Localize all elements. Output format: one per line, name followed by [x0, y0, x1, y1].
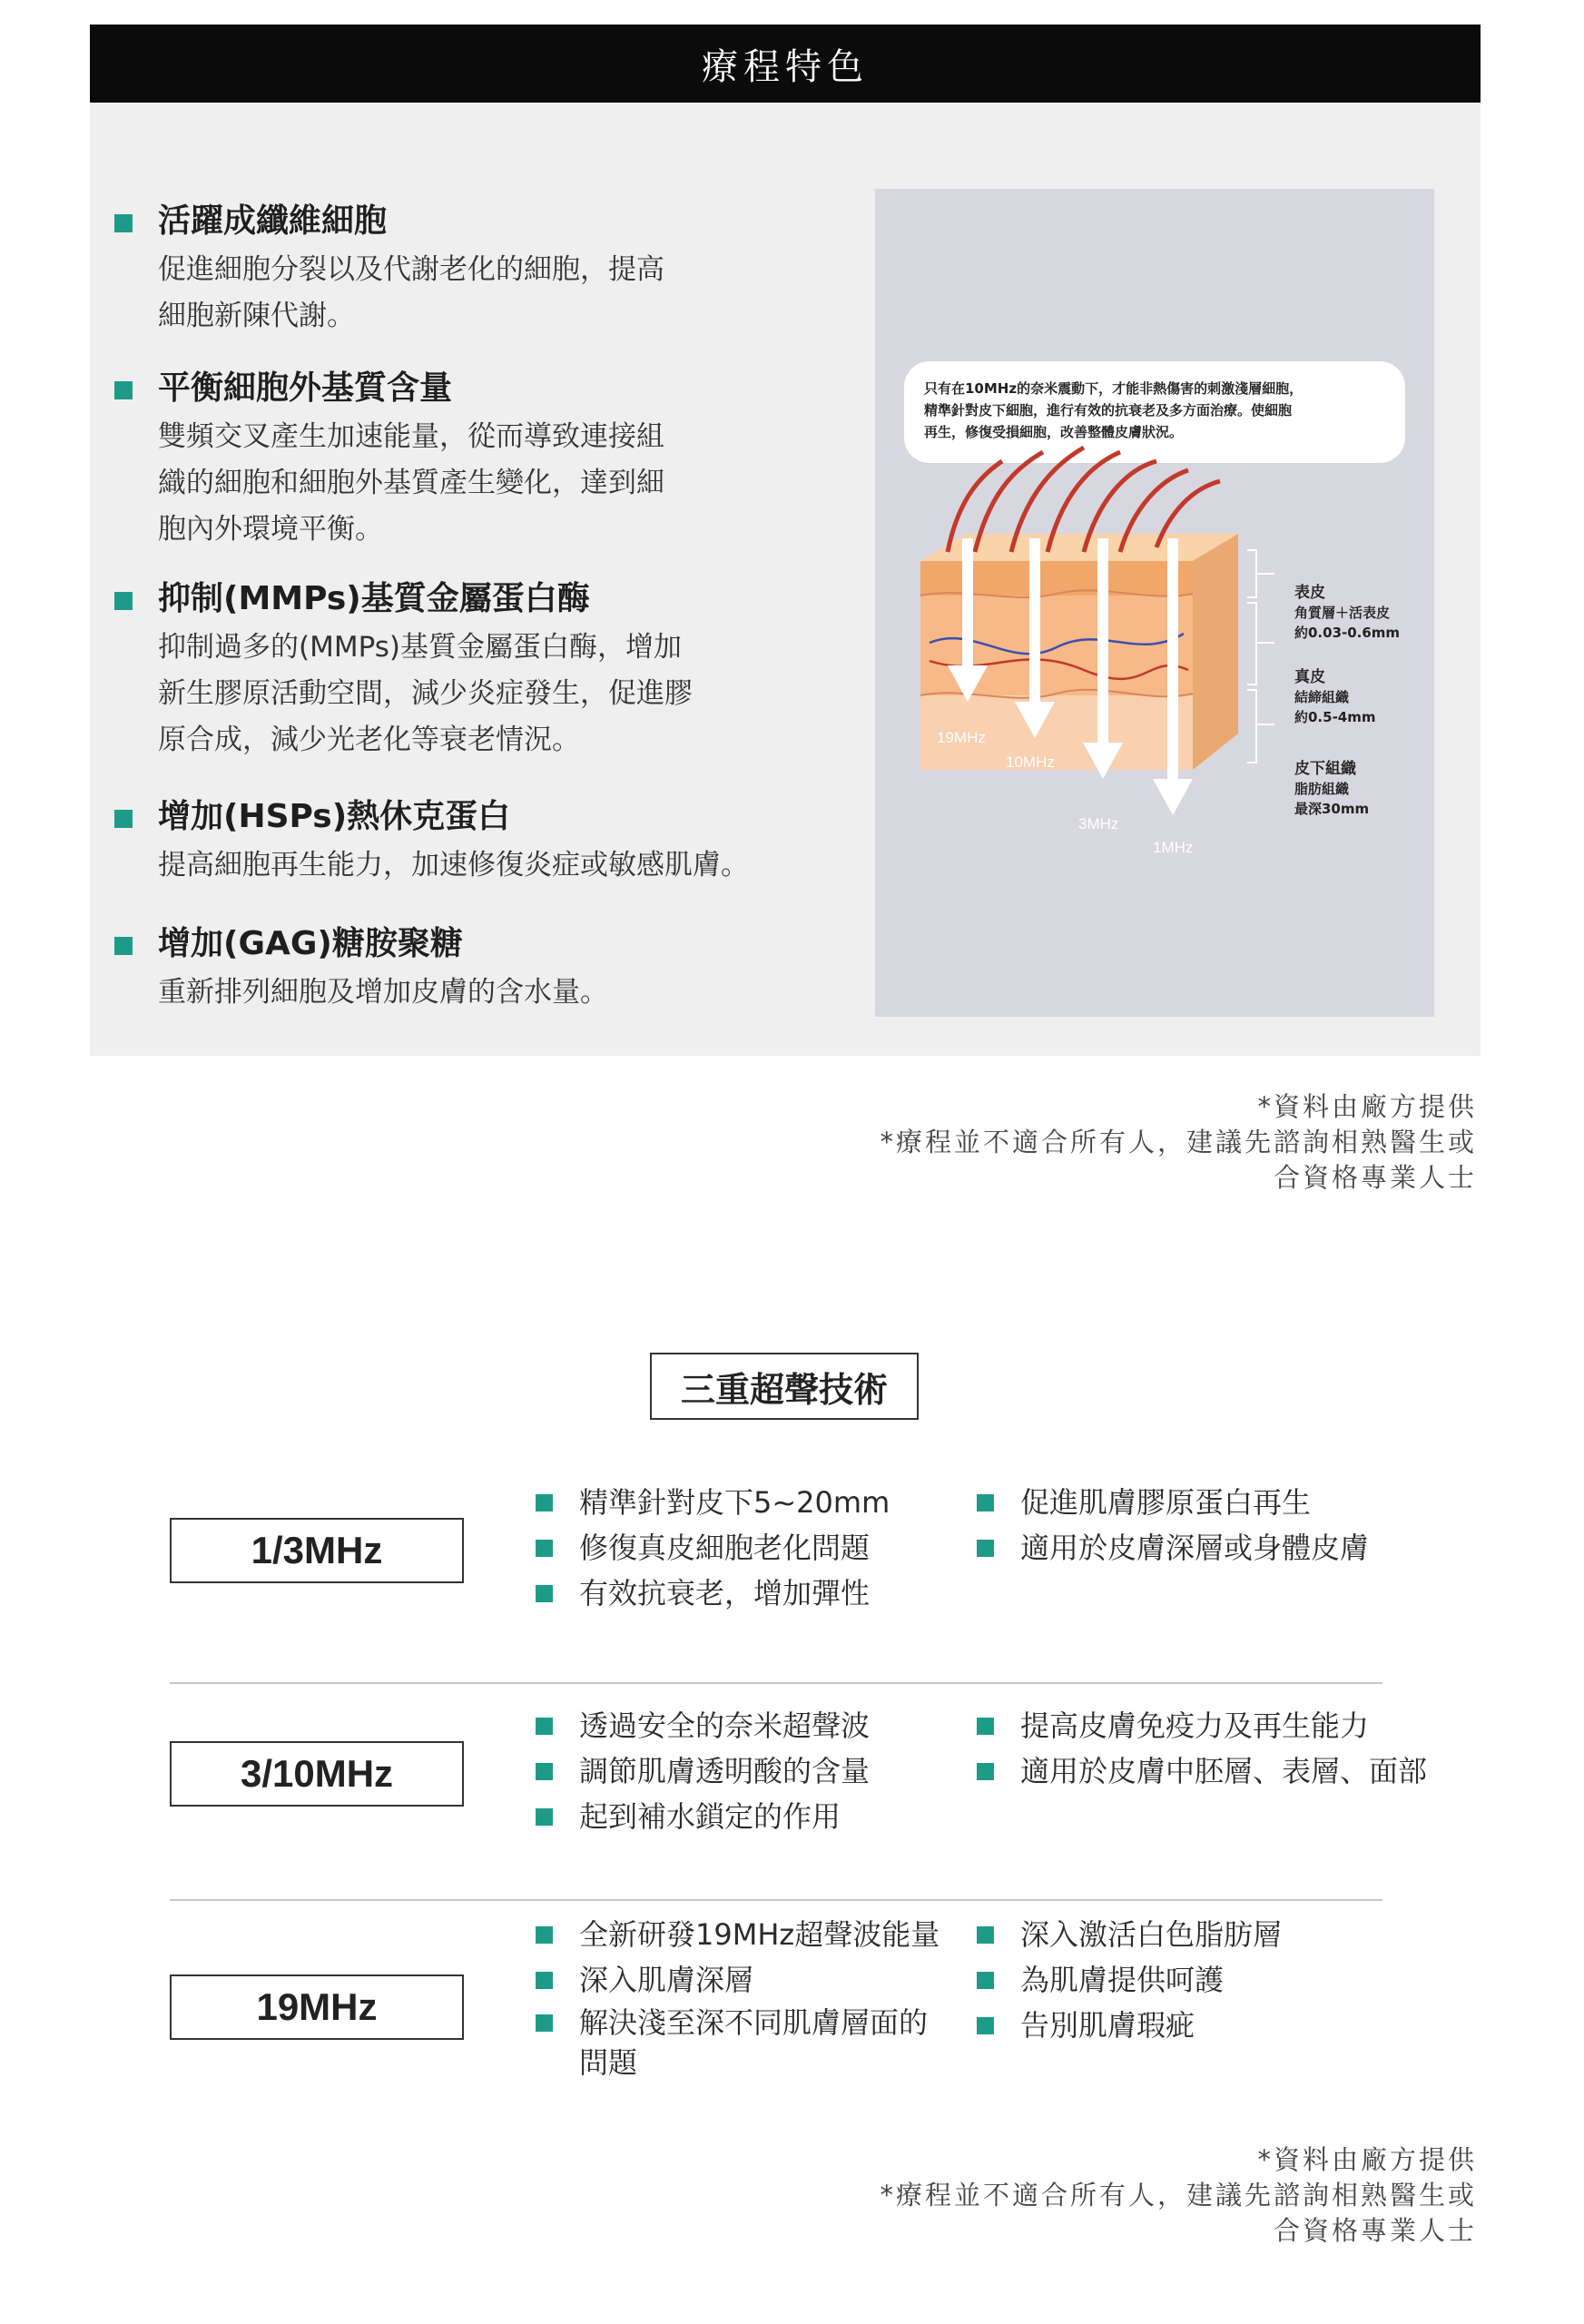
bullet-square-icon — [536, 1540, 553, 1557]
bullet-square-icon — [114, 810, 133, 828]
section-title: 療程特色 — [702, 45, 869, 88]
feature-title: 增加(HSPs)熱休克蛋白 — [158, 798, 511, 835]
bullet-square-icon — [536, 1494, 553, 1512]
list-item: 全新研發19MHz超聲波能量 — [536, 1912, 953, 1957]
feature-title: 抑制(MMPs)基質金屬蛋白酶 — [158, 580, 590, 617]
feature-description: 雙頻交叉產生加速能量，從而導致連接組 織的細胞和細胞外基質產生變化，達到細 胞內外環境平衡。 — [158, 420, 664, 546]
skin-layer-diagram — [875, 189, 1434, 1017]
freq-label: 3MHz — [1078, 815, 1119, 832]
list-item: 深入肌膚深層 — [536, 1957, 953, 2003]
list-item: 告別肌膚瑕疵 — [977, 2003, 1403, 2048]
freq-badge: 19MHz — [170, 1974, 464, 2040]
disclaimer-note: *資料由廠方提供 *療程並不適合所有人，建議先諮詢相熟醫生或 合資格專業人士 — [880, 2144, 1477, 2246]
bullet-square-icon — [114, 592, 133, 610]
freq-label: 10MHz — [1006, 753, 1055, 771]
feature-title: 增加(GAG)糖胺聚糖 — [158, 925, 463, 962]
bullet-square-icon — [536, 2014, 553, 2032]
section-header — [90, 25, 1481, 103]
feature-description: 促進細胞分裂以及代謝老化的細胞，提高 細胞新陳代謝。 — [158, 253, 664, 332]
feature-item — [114, 365, 777, 553]
tech-list-left — [536, 1912, 953, 2083]
list-item: 精準針對皮下5~20mm — [536, 1480, 962, 1525]
tech-title: 三重超聲技術 — [680, 1369, 888, 1410]
tech-title-box — [650, 1353, 919, 1420]
feature-item — [114, 198, 777, 340]
bullet-square-icon — [114, 937, 133, 955]
tech-list-left — [536, 1480, 962, 1616]
tech-list-left — [536, 1703, 962, 1839]
list-item: 促進肌膚膠原蛋白再生 — [977, 1480, 1403, 1525]
bullet-square-icon — [536, 1926, 553, 1944]
tech-list-right — [977, 1703, 1449, 1794]
list-item: 提高皮膚免疫力及再生能力 — [977, 1703, 1449, 1748]
list-item: 為肌膚提供呵護 — [977, 1957, 1403, 2003]
bullet-square-icon — [536, 1763, 553, 1780]
freq-label: 19MHz — [937, 729, 986, 746]
tech-list-right — [977, 1480, 1403, 1571]
bullet-square-icon — [536, 1718, 553, 1735]
feature-item — [114, 921, 777, 1016]
feature-item — [114, 793, 777, 889]
feature-item — [114, 576, 777, 763]
diagram-callout: 只有在10MHz的奈米震動下，才能非熱傷害的刺激淺層細胞， 精準針對皮下細胞，進行有效的抗衰老及多方面治療。使細胞 再生，修復受損細胞，改善整體皮膚狀況。 — [904, 361, 1405, 463]
bullet-square-icon — [977, 1540, 994, 1557]
layer-label-subcutaneous: 皮下組織 脂肪組織 最深30mm — [1294, 760, 1370, 817]
bullet-square-icon — [977, 1718, 994, 1735]
list-item: 起到補水鎖定的作用 — [536, 1794, 962, 1839]
feature-description: 重新排列細胞及增加皮膚的含水量。 — [158, 976, 608, 1009]
layer-label-epidermis: 表皮 角質層＋活表皮 約0.03-0.6mm — [1294, 584, 1401, 641]
bullet-square-icon — [977, 1763, 994, 1780]
freq-badge: 1/3MHz — [170, 1518, 464, 1583]
feature-description: 抑制過多的(MMPs)基質金屬蛋白酶，增加 新生膠原活動空間，減少炎症發生，促進膠 原合成，減少光老化等衰老情況。 — [158, 631, 693, 756]
bullet-square-icon — [536, 1808, 553, 1826]
bullet-square-icon — [114, 381, 133, 399]
bullet-square-icon — [114, 214, 133, 232]
list-item: 解決淺至深不同肌膚層面的問題 — [536, 2003, 953, 2083]
list-item: 修復真皮細胞老化問題 — [536, 1525, 962, 1571]
freq-label: 1MHz — [1153, 839, 1194, 856]
list-item: 調節肌膚透明酸的含量 — [536, 1748, 962, 1794]
feature-title: 活躍成纖維細胞 — [158, 202, 388, 240]
feature-description: 提高細胞再生能力，加速修復炎症或敏感肌膚。 — [158, 849, 749, 881]
list-item: 適用於皮膚中胚層、表層、面部 — [977, 1748, 1449, 1794]
disclaimer-note: *資料由廠方提供 *療程並不適合所有人，建議先諮詢相熟醫生或 合資格專業人士 — [880, 1091, 1477, 1193]
feature-title: 平衡細胞外基質含量 — [158, 369, 453, 407]
bullet-square-icon — [977, 1494, 994, 1512]
row-divider — [170, 1899, 1382, 1901]
bullet-square-icon — [536, 1585, 553, 1602]
freq-badge: 3/10MHz — [170, 1741, 464, 1807]
bullet-square-icon — [977, 2017, 994, 2034]
layer-label-dermis: 真皮 結締組織 約0.5-4mm — [1294, 668, 1376, 725]
bullet-square-icon — [977, 1926, 994, 1944]
row-divider — [170, 1682, 1382, 1684]
list-item: 有效抗衰老，增加彈性 — [536, 1571, 962, 1616]
list-item: 透過安全的奈米超聲波 — [536, 1703, 962, 1748]
list-item: 深入激活白色脂肪層 — [977, 1912, 1403, 1957]
list-item: 適用於皮膚深層或身體皮膚 — [977, 1525, 1403, 1571]
bullet-square-icon — [977, 1972, 994, 1989]
bullet-square-icon — [536, 1972, 553, 1989]
tech-list-right — [977, 1912, 1403, 2048]
